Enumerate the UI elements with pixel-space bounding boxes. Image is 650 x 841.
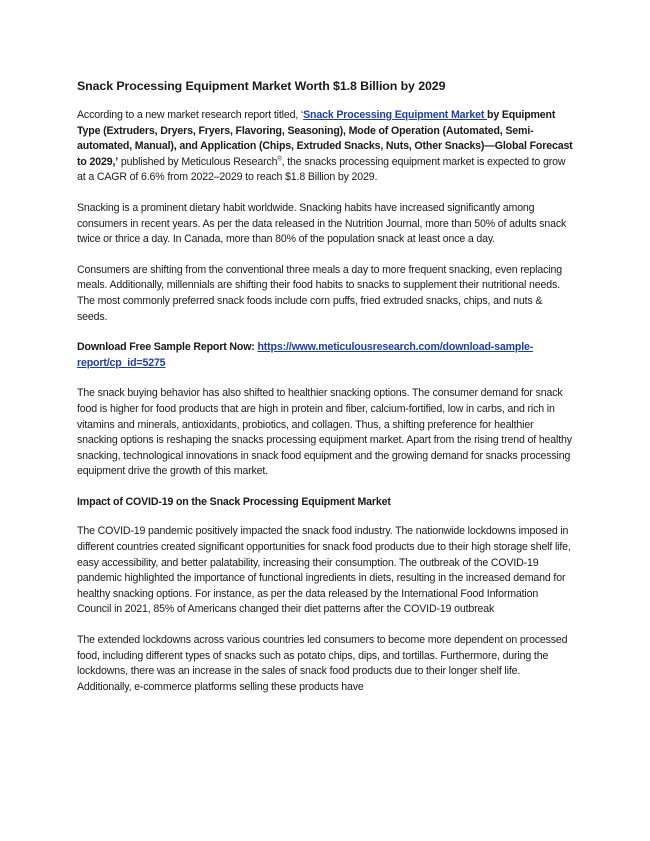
intro-paragraph [77,108,575,186]
intro-lead: According to a new market research report titled, ‘ [77,109,304,121]
paragraph-consumer-shift: Consumers are shifting from the conventional three meals a day to more frequent snacking, even replacing meals. Additionally, millennials are shifting their food habits to snacks to supplement their nutritional needs. The most commonly preferred snack foods include corn puffs, fried extruded snacks, chips, and nuts & seeds. [77,263,562,323]
report-title-rest: by Equipment Type (Extruders, Dryers, Fryers, Flavoring, Seasoning), Mode of Operation (Automated, Semi-automated, Manual), and Application (Chips, Extruded Snacks, Nuts, Other Snacks)—Global Forecast to 2029,’ [77,109,573,168]
paragraph-covid-impact: The COVID-19 pandemic positively impacted the snack food industry. The nationwide lockdowns imposed in different countries created significant opportunities for snack food products due to their high storage shelf life, easy accessibility, and better palatability, increasing their consumption. The outbreak of the COVID-19 pandemic highlighted the importance of functional ingredients in diets, resulting in the increased demand for healthy snacking options. For instance, as per the data released by the International Food Information Council in 2021, 85% of Americans changed their diet patterns after the COVID-19 outbreak [77,525,571,616]
document-title: Snack Processing Equipment Market Worth $1.8 Billion by 2029 [77,79,446,93]
report-title-link[interactable]: Snack Processing Equipment Market [303,109,487,121]
document-page [77,78,575,710]
paragraph-healthier-snacking: The snack buying behavior has also shifted to healthier snacking options. The consumer demand for snack food is higher for food products that are high in protein and fiber, calcium-fortified, low in carbs, and rich in vitamins and minerals, antioxidants, probiotics, and collagen. Thus, a shifting preference for healthier snacking options is reshaping the snacks processing equipment market. Apart from the rising trend of healthy snacking, technological innovations in snack food equipment and the growing demand for snacks processing equipment drive the growth of this market. [77,387,572,478]
download-sample-link[interactable]: https://www.meticulousresearch.com/download-sample-report/cp_id=5275 [77,341,534,369]
download-label: Download Free Sample Report Now: [77,341,258,354]
registered-mark: ® [277,156,282,163]
covid-section-heading: Impact of COVID-19 on the Snack Processing Equipment Market [77,495,391,508]
download-sample-line [77,340,575,371]
paragraph-snacking-habits: Snacking is a prominent dietary habit worldwide. Snacking habits have increased significantly among consumers in recent years. As per the data released in the Nutrition Journal, more than 50% of adults snack twice or thrice a day. In Canada, more than 80% of the population snack at least once a day. [77,201,567,246]
intro-tail: , the snacks processing equipment market is expected to grow at a CAGR of 6.6% from 2022–2029 to reach $1.8 Billion by 2029. [77,155,566,184]
intro-published-by: published by Meticulous Research [118,155,278,168]
paragraph-lockdowns: The extended lockdowns across various countries led consumers to become more dependent on processed food, including different types of snacks such as potato chips, dips, and tortillas. Furthermore, during the lockdowns, there was an increase in the sales of snack food products due to their longer shelf life. Additionally, e-commerce platforms selling these products have [77,634,568,693]
